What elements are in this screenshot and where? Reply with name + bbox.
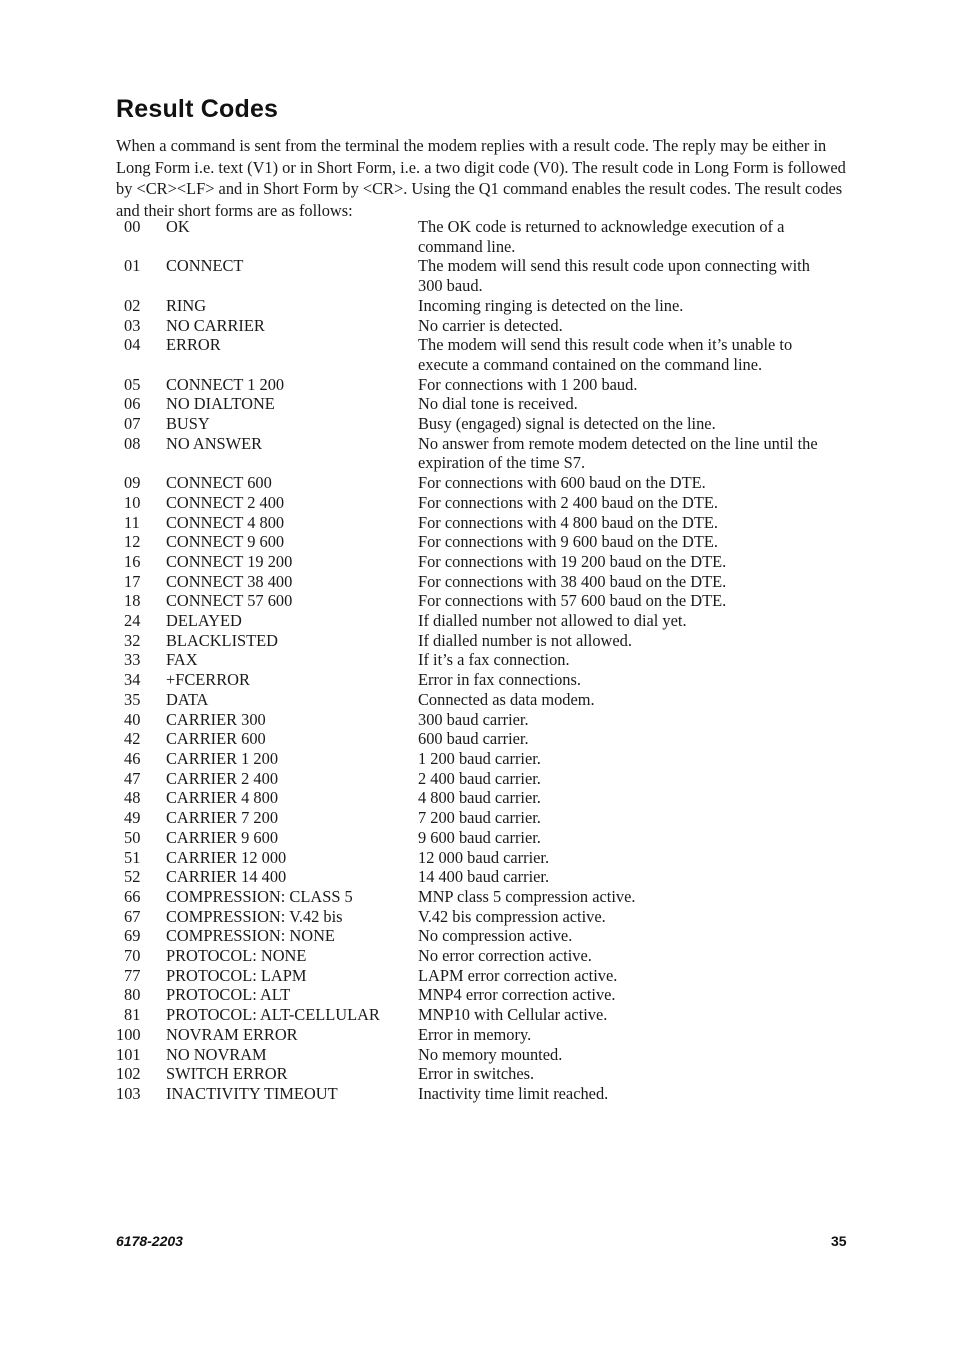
result-code-description: Incoming ringing is detected on the line. bbox=[418, 295, 684, 315]
result-code-name: CARRIER 12 000 bbox=[166, 847, 287, 867]
result-code-name: CARRIER 600 bbox=[166, 729, 266, 749]
result-code-description: If dialled number is not allowed. bbox=[418, 630, 632, 650]
result-code-description: If dialled number not allowed to dial yet. bbox=[418, 611, 687, 631]
result-code-number: 51 bbox=[124, 847, 141, 867]
result-code-number: 03 bbox=[124, 315, 141, 335]
result-code-number: 24 bbox=[124, 611, 141, 631]
document-number: 6178-2203 bbox=[116, 1233, 183, 1249]
result-code-description: 2 400 baud carrier. bbox=[418, 768, 541, 788]
result-code-description: No memory mounted. bbox=[418, 1044, 563, 1064]
result-code-number: 09 bbox=[124, 473, 141, 493]
result-code-row bbox=[116, 256, 818, 295]
result-code-row bbox=[116, 217, 818, 256]
result-code-number: 100 bbox=[116, 1024, 141, 1044]
result-code-number: 102 bbox=[116, 1064, 141, 1084]
result-code-name: CARRIER 9 600 bbox=[166, 827, 279, 847]
result-code-name: PROTOCOL: NONE bbox=[166, 946, 307, 966]
result-code-row bbox=[116, 769, 818, 789]
result-code-row bbox=[116, 375, 818, 395]
result-code-description: For connections with 2 400 baud on the DTE. bbox=[418, 492, 718, 512]
result-code-row bbox=[116, 552, 818, 572]
result-code-number: 101 bbox=[116, 1044, 141, 1064]
result-code-number: 70 bbox=[124, 946, 141, 966]
result-code-description: If it’s a fax connection. bbox=[418, 650, 570, 670]
result-code-name: CONNECT 9 600 bbox=[166, 532, 285, 552]
result-code-row bbox=[116, 414, 818, 434]
page-number: 35 bbox=[831, 1233, 847, 1249]
result-code-row bbox=[116, 749, 818, 769]
result-code-row bbox=[116, 670, 818, 690]
result-code-name: CARRIER 4 800 bbox=[166, 788, 279, 808]
result-code-number: 35 bbox=[124, 689, 141, 709]
result-code-description: MNP class 5 compression active. bbox=[418, 886, 636, 906]
result-code-name: COMPRESSION: V.42 bis bbox=[166, 906, 343, 926]
result-code-description: 12 000 baud carrier. bbox=[418, 847, 550, 867]
result-code-number: 32 bbox=[124, 630, 141, 650]
result-code-name: COMPRESSION: CLASS 5 bbox=[166, 886, 353, 906]
result-code-row bbox=[116, 572, 818, 592]
result-code-number: 77 bbox=[124, 965, 141, 985]
result-code-row bbox=[116, 335, 818, 374]
result-code-number: 06 bbox=[124, 394, 141, 414]
result-code-number: 67 bbox=[124, 906, 141, 926]
result-code-number: 34 bbox=[124, 670, 141, 690]
result-code-name: DELAYED bbox=[166, 611, 242, 631]
result-code-row bbox=[116, 631, 818, 651]
result-code-name: CONNECT 4 800 bbox=[166, 512, 285, 532]
intro-paragraph: When a command is sent from the terminal the modem replies with a result code. The reply may be either in Long Form i.e. text (V1) or in Short Form, i.e. a two digit code (V0). The result code in Long Form is followed by <CR><LF> and in Short Form by <CR>. Using the Q1 command enables the result codes. The result codes and their short forms are as follows: bbox=[116, 136, 846, 220]
result-code-number: 103 bbox=[116, 1083, 141, 1103]
result-code-description: The modem will send this result code upon connecting with 300 baud. bbox=[418, 256, 810, 296]
result-code-row bbox=[116, 848, 818, 868]
result-code-description: For connections with 38 400 baud on the DTE. bbox=[418, 571, 727, 591]
result-code-row bbox=[116, 788, 818, 808]
result-code-number: 40 bbox=[124, 709, 141, 729]
result-code-row bbox=[116, 867, 818, 887]
result-code-description: V.42 bis compression active. bbox=[418, 906, 606, 926]
result-code-description: Error in memory. bbox=[418, 1024, 532, 1044]
result-code-description: No error correction active. bbox=[418, 946, 592, 966]
result-code-row bbox=[116, 966, 818, 986]
result-code-description: 7 200 baud carrier. bbox=[418, 808, 541, 828]
result-code-name: CARRIER 2 400 bbox=[166, 768, 279, 788]
result-code-number: 81 bbox=[124, 1005, 141, 1025]
result-code-description: For connections with 4 800 baud on the DTE. bbox=[418, 512, 718, 532]
result-code-name: CARRIER 7 200 bbox=[166, 808, 279, 828]
result-code-name: PROTOCOL: LAPM bbox=[166, 965, 307, 985]
result-code-number: 47 bbox=[124, 768, 141, 788]
result-code-description: 9 600 baud carrier. bbox=[418, 827, 541, 847]
result-code-description: Error in switches. bbox=[418, 1064, 535, 1084]
result-code-number: 80 bbox=[124, 985, 141, 1005]
result-code-description: MNP4 error correction active. bbox=[418, 985, 616, 1005]
result-code-row bbox=[116, 650, 818, 670]
result-code-description: 1 200 baud carrier. bbox=[418, 748, 541, 768]
result-code-number: 52 bbox=[124, 867, 141, 887]
result-code-description: 600 baud carrier. bbox=[418, 729, 529, 749]
result-code-description: 14 400 baud carrier. bbox=[418, 867, 550, 887]
result-code-name: SWITCH ERROR bbox=[166, 1064, 288, 1084]
result-code-description: Error in fax connections. bbox=[418, 670, 581, 690]
page-title: Result Codes bbox=[116, 94, 279, 123]
result-code-name: NO NOVRAM bbox=[166, 1044, 267, 1064]
result-code-number: 05 bbox=[124, 374, 141, 394]
result-code-description: MNP10 with Cellular active. bbox=[418, 1005, 608, 1025]
result-code-number: 49 bbox=[124, 808, 141, 828]
result-code-name: FAX bbox=[166, 650, 198, 670]
result-code-row bbox=[116, 808, 818, 828]
result-code-name: NOVRAM ERROR bbox=[166, 1024, 298, 1044]
result-code-name: CONNECT 600 bbox=[166, 473, 272, 493]
result-code-row bbox=[116, 591, 818, 611]
result-code-description: No compression active. bbox=[418, 926, 573, 946]
result-code-description: For connections with 9 600 baud on the DTE. bbox=[418, 532, 718, 552]
result-code-name: ERROR bbox=[166, 335, 221, 355]
result-code-name: CONNECT 1 200 bbox=[166, 374, 285, 394]
result-code-name: PROTOCOL: ALT-CELLULAR bbox=[166, 1005, 380, 1025]
result-code-row bbox=[116, 926, 818, 946]
result-code-name: CONNECT 19 200 bbox=[166, 551, 293, 571]
result-code-number: 16 bbox=[124, 551, 141, 571]
result-code-number: 10 bbox=[124, 492, 141, 512]
result-code-name: CARRIER 300 bbox=[166, 709, 266, 729]
result-code-number: 02 bbox=[124, 295, 141, 315]
result-code-number: 12 bbox=[124, 532, 141, 552]
result-code-name: CARRIER 14 400 bbox=[166, 867, 287, 887]
result-code-number: 69 bbox=[124, 926, 141, 946]
result-code-number: 18 bbox=[124, 591, 141, 611]
result-code-row bbox=[116, 434, 818, 473]
result-code-row bbox=[116, 1084, 818, 1104]
result-code-description: For connections with 57 600 baud on the DTE. bbox=[418, 591, 727, 611]
result-code-name: COMPRESSION: NONE bbox=[166, 926, 335, 946]
result-code-row bbox=[116, 296, 818, 316]
result-code-number: 50 bbox=[124, 827, 141, 847]
result-code-description: For connections with 600 baud on the DTE. bbox=[418, 473, 706, 493]
result-code-row bbox=[116, 729, 818, 749]
result-code-row bbox=[116, 887, 818, 907]
result-code-row bbox=[116, 316, 818, 336]
result-code-name: CONNECT bbox=[166, 256, 244, 276]
result-code-name: RING bbox=[166, 295, 207, 315]
result-code-name: INACTIVITY TIMEOUT bbox=[166, 1083, 338, 1103]
result-code-description: No carrier is detected. bbox=[418, 315, 563, 335]
result-code-row bbox=[116, 493, 818, 513]
result-code-row bbox=[116, 611, 818, 631]
result-code-number: 46 bbox=[124, 748, 141, 768]
result-code-row bbox=[116, 828, 818, 848]
result-code-name: CONNECT 2 400 bbox=[166, 492, 285, 512]
result-code-row bbox=[116, 473, 818, 493]
result-code-name: NO ANSWER bbox=[166, 433, 263, 453]
result-code-number: 01 bbox=[124, 256, 141, 276]
result-code-row bbox=[116, 1045, 818, 1065]
result-code-row bbox=[116, 690, 818, 710]
result-code-number: 33 bbox=[124, 650, 141, 670]
result-code-description: For connections with 19 200 baud on the DTE. bbox=[418, 551, 727, 571]
result-code-row bbox=[116, 985, 818, 1005]
result-code-number: 00 bbox=[124, 217, 141, 236]
result-code-description: Connected as data modem. bbox=[418, 689, 595, 709]
result-codes-list bbox=[116, 217, 818, 1104]
result-code-name: DATA bbox=[166, 689, 209, 709]
result-code-row bbox=[116, 710, 818, 730]
result-code-number: 48 bbox=[124, 788, 141, 808]
result-code-name: CONNECT 38 400 bbox=[166, 571, 293, 591]
result-code-name: CONNECT 57 600 bbox=[166, 591, 293, 611]
result-code-row bbox=[116, 1025, 818, 1045]
result-code-description: 300 baud carrier. bbox=[418, 709, 529, 729]
result-code-number: 66 bbox=[124, 886, 141, 906]
result-code-number: 07 bbox=[124, 414, 141, 434]
result-code-row bbox=[116, 1064, 818, 1084]
result-code-description: LAPM error correction active. bbox=[418, 965, 618, 985]
result-code-description: No dial tone is received. bbox=[418, 394, 578, 414]
result-code-number: 11 bbox=[124, 512, 140, 532]
result-code-description: Inactivity time limit reached. bbox=[418, 1083, 609, 1103]
result-code-row bbox=[116, 907, 818, 927]
result-code-description: No answer from remote modem detected on the line until the expiration of the time S7. bbox=[418, 433, 818, 473]
result-code-row bbox=[116, 513, 818, 533]
result-code-description: The modem will send this result code when it’s unable to execute a command contained on the command line. bbox=[418, 335, 793, 374]
result-code-name: BUSY bbox=[166, 414, 210, 434]
result-code-number: 04 bbox=[124, 335, 141, 355]
result-code-description: For connections with 1 200 baud. bbox=[418, 374, 638, 394]
result-code-row bbox=[116, 532, 818, 552]
result-code-name: +FCERROR bbox=[166, 670, 250, 690]
result-code-name: BLACKLISTED bbox=[166, 630, 278, 650]
result-code-name: NO DIALTONE bbox=[166, 394, 275, 414]
result-code-name: NO CARRIER bbox=[166, 315, 265, 335]
result-code-name: OK bbox=[166, 217, 190, 236]
result-code-row bbox=[116, 394, 818, 414]
result-code-number: 17 bbox=[124, 571, 141, 591]
result-code-number: 42 bbox=[124, 729, 141, 749]
result-code-description: The OK code is returned to acknowledge execution of a command line. bbox=[418, 217, 785, 256]
result-code-row bbox=[116, 946, 818, 966]
result-code-row bbox=[116, 1005, 818, 1025]
result-code-number: 08 bbox=[124, 433, 141, 453]
result-code-description: Busy (engaged) signal is detected on the line. bbox=[418, 414, 716, 434]
result-code-name: CARRIER 1 200 bbox=[166, 748, 279, 768]
result-code-description: 4 800 baud carrier. bbox=[418, 788, 541, 808]
result-code-name: PROTOCOL: ALT bbox=[166, 985, 291, 1005]
